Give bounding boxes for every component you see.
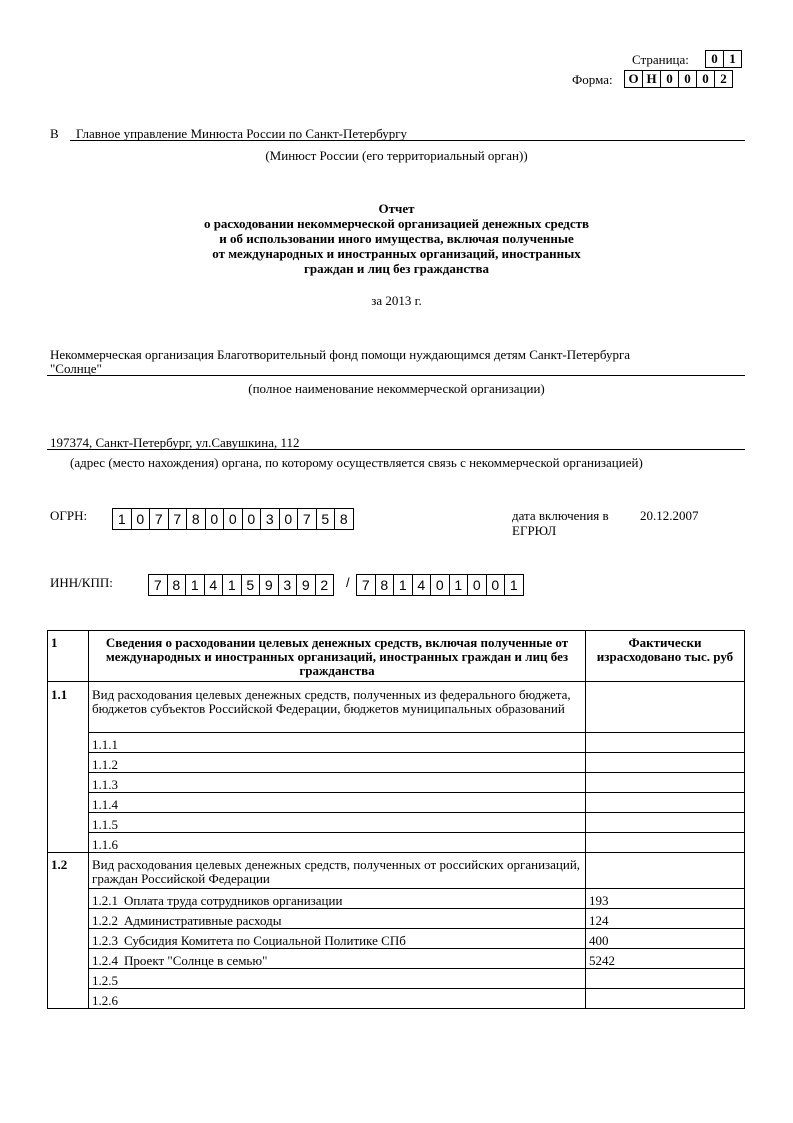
row-label [89, 889, 586, 909]
report-title-line: от международных и иностранных организаций, иностранных [212, 246, 581, 261]
org-address-underline [47, 449, 745, 450]
row-code: 1.1.4 [92, 797, 118, 812]
row-code: 1.2.5 [92, 973, 118, 988]
form-label: Форма: [572, 72, 613, 87]
row-code: 1.1.5 [92, 817, 118, 832]
page-number-cells [705, 50, 742, 68]
kpp-digit-boxes [356, 574, 524, 596]
kpp-digit: 0 [486, 575, 505, 595]
report-title-line: граждан и лиц без гражданства [303, 261, 489, 276]
inn-digit: 7 [153, 577, 162, 593]
inn-digit: 1 [222, 575, 241, 595]
table-row [48, 889, 745, 909]
row-code: 1.2.1 [92, 893, 118, 908]
row-code: 1.2.3 [92, 933, 118, 948]
row-code: 1.1.1 [92, 737, 118, 752]
kpp-digit: 1 [393, 575, 412, 595]
table-row [48, 793, 745, 813]
ogrn-digit: 0 [131, 509, 150, 529]
kpp-digit: 1 [504, 575, 523, 595]
table-header-row [48, 631, 745, 682]
form-cell: 0 [696, 71, 714, 87]
kpp-digit: 4 [412, 575, 431, 595]
kpp-digit: 8 [375, 575, 394, 595]
row-label [89, 753, 586, 773]
inn-digit: 2 [315, 575, 334, 595]
table-row [48, 969, 745, 989]
header-fact: Фактически израсходовано тыс. руб [586, 631, 745, 682]
ogrn-digit: 0 [223, 509, 242, 529]
section-fact [586, 682, 745, 733]
ogrn-digit: 7 [149, 509, 168, 529]
row-value [586, 813, 745, 833]
row-code: 1.1.3 [92, 777, 118, 792]
row-value: 193 [586, 889, 745, 909]
expenditure-table [47, 630, 745, 1009]
row-code: 1.2.4 [92, 953, 118, 968]
recipient-name: Главное управление Минюста России по Санкт-Петербургу [76, 126, 408, 141]
ogrn-digit: 0 [242, 509, 261, 529]
table-row [48, 773, 745, 793]
form-cell: 2 [714, 71, 732, 87]
org-address: 197374, Санкт-Петербург, ул.Савушкина, 112 [50, 435, 300, 450]
row-label [89, 989, 586, 1009]
form-code-cells [624, 70, 733, 88]
row-value: 124 [586, 909, 745, 929]
ogrn-digit: 3 [260, 509, 279, 529]
table-row [48, 753, 745, 773]
inn-digit: 5 [241, 575, 260, 595]
table-row [48, 733, 745, 753]
kpp-digit: 7 [361, 577, 370, 593]
inn-digit: 9 [259, 575, 278, 595]
row-value [586, 833, 745, 853]
row-code: 1.1.6 [92, 837, 118, 852]
inn-kpp-separator: / [346, 575, 350, 590]
section-fact [586, 853, 745, 889]
row-code: 1.2.6 [92, 993, 118, 1008]
ogrn-digit: 8 [186, 509, 205, 529]
inn-digit: 3 [278, 575, 297, 595]
row-label [89, 969, 586, 989]
ogrn-digit: 5 [316, 509, 335, 529]
inn-digit-boxes [148, 574, 334, 596]
row-value [586, 969, 745, 989]
org-name-underline [47, 375, 745, 376]
row-text: Субсидия Комитета по Социальной Политике СПб [124, 933, 406, 948]
page-cell: 0 [711, 51, 718, 66]
row-label [89, 949, 586, 969]
org-name-line1: Некоммерческая организация Благотворительный фонд помощи нуждающимся детям Санкт-Петербурга [50, 347, 631, 362]
row-label [89, 833, 586, 853]
row-text: Административные расходы [124, 913, 282, 928]
recipient-caption: (Минюст России (его территориальный орган)) [265, 148, 528, 163]
egrul-date-label [512, 508, 609, 538]
section-description: Вид расходования целевых денежных средств, полученных из федерального бюджета, бюджетов субъектов Российской Федерации, бюджетов муниципальных образований [89, 682, 586, 733]
row-value [586, 989, 745, 1009]
egrul-date-label-line2: ЕГРЮЛ [512, 523, 557, 538]
row-text: Оплата труда сотрудников организации [124, 893, 343, 908]
page-label: Страница: [632, 52, 689, 67]
recipient-underline [70, 140, 745, 141]
row-value: 5242 [586, 949, 745, 969]
section-row [48, 853, 745, 889]
table-row [48, 909, 745, 929]
header-num: 1 [48, 631, 89, 682]
section-description: Вид расходования целевых денежных средств, полученных от российских организаций, граждан Российской Федерации [89, 853, 586, 889]
header-description: Сведения о расходовании целевых денежных средств, включая полученные от международных и иностранных организаций, иностранных граждан и лиц без гражданства [89, 631, 586, 682]
ogrn-digit: 8 [334, 509, 353, 529]
inn-kpp-label: ИНН/КПП: [50, 575, 113, 590]
report-title-line: о расходовании некоммерческой организацией денежных средств [203, 216, 590, 231]
kpp-digit: 1 [449, 575, 468, 595]
ogrn-digit: 1 [117, 511, 126, 527]
row-label [89, 813, 586, 833]
ogrn-digit-boxes [112, 508, 354, 530]
report-title: Отчет [378, 201, 415, 216]
org-name-line2: "Солнце" [50, 361, 102, 376]
org-address-caption: (адрес (место нахождения) органа, по которому осуществляется связь с некоммерческой организацией) [70, 455, 643, 470]
page-cell: 1 [723, 51, 741, 67]
inn-digit: 4 [204, 575, 223, 595]
table-row [48, 833, 745, 853]
row-value [586, 753, 745, 773]
form-cell: Н [642, 71, 660, 87]
ogrn-digit: 0 [279, 509, 298, 529]
section-row [48, 682, 745, 733]
section-num: 1.1 [48, 682, 89, 853]
row-value [586, 733, 745, 753]
report-title-line: и об использовании иного имущества, включая полученные [219, 231, 574, 246]
ogrn-digit: 0 [205, 509, 224, 529]
inn-digit: 1 [185, 575, 204, 595]
kpp-digit: 0 [430, 575, 449, 595]
row-label [89, 733, 586, 753]
row-text: Проект "Солнце в семью" [124, 953, 268, 968]
egrul-date-value: 20.12.2007 [640, 508, 699, 523]
form-cell: 0 [678, 71, 696, 87]
row-label [89, 773, 586, 793]
row-value: 400 [586, 929, 745, 949]
row-code: 1.1.2 [92, 757, 118, 772]
row-value [586, 773, 745, 793]
egrul-date-label-line1: дата включения в [512, 508, 609, 523]
ogrn-digit: 7 [297, 509, 316, 529]
ogrn-digit: 7 [168, 509, 187, 529]
row-code: 1.2.2 [92, 913, 118, 928]
section-num: 1.2 [48, 853, 89, 1009]
report-period: за 2013 г. [371, 293, 422, 308]
table-row [48, 813, 745, 833]
row-label [89, 929, 586, 949]
form-cell: О [628, 71, 639, 86]
row-label [89, 793, 586, 813]
kpp-digit: 0 [467, 575, 486, 595]
table-row [48, 929, 745, 949]
table-row [48, 949, 745, 969]
form-cell: 0 [660, 71, 678, 87]
recipient-prefix: В [50, 126, 59, 141]
inn-digit: 9 [296, 575, 315, 595]
org-name-caption: (полное наименование некоммерческой организации) [248, 381, 545, 396]
row-value [586, 793, 745, 813]
row-label [89, 909, 586, 929]
table-row [48, 989, 745, 1009]
inn-digit: 8 [167, 575, 186, 595]
ogrn-label: ОГРН: [50, 508, 88, 523]
